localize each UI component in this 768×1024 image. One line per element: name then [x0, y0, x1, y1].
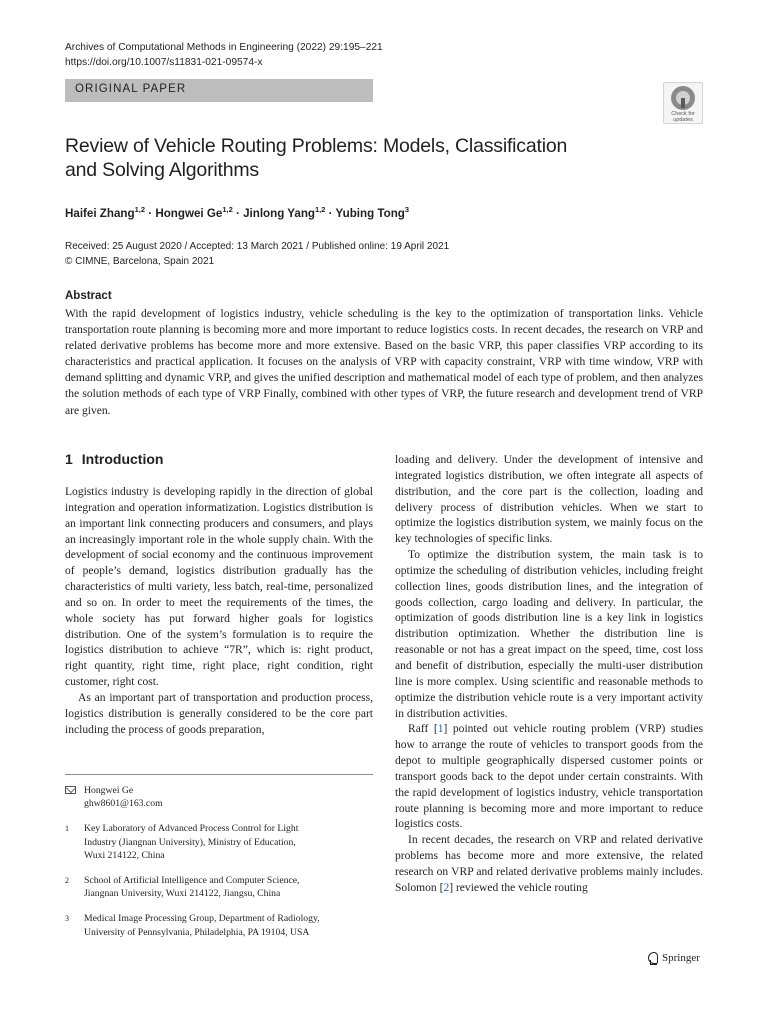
history-dates: Received: 25 August 2020 / Accepted: 13 March 2021 / Published online: 19 April 2021 [65, 241, 450, 252]
corresponding-name: Hongwei Ge [84, 785, 134, 796]
affiliation-3 [65, 912, 373, 938]
affiliation-line: Jiangnan University, Wuxi 214122, Jiangsu, China [84, 888, 281, 900]
author-name[interactable]: Hongwei Ge [155, 206, 223, 220]
affiliation-line: Medical Image Processing Group, Department of Radiology, [84, 913, 320, 925]
text-run: Raff [ [408, 723, 438, 736]
author-separator: · [232, 206, 244, 220]
affiliation-line: Key Laboratory of Advanced Process Control for Light [84, 823, 299, 835]
body-column-right [395, 453, 703, 897]
paragraph: loading and delivery. Under the development of intensive and integrated logistics distribution, we often integrate all aspects of distribution, and the core part is the collection, loading and delivery process of distribution vehicles. When we start to optimize the logistics distribution system, we mainly focus on the key technologies of specific links. [395, 454, 703, 546]
springer-horse-icon [646, 951, 658, 965]
crossmark-line2: updates [673, 117, 693, 123]
corresponding-author [65, 784, 373, 810]
text-run: In recent decades, the research on VRP and related derivative problems has become more and more extensive, the related research on VRP and related derivative problems mainly includes. Solomon [ [395, 834, 703, 894]
crossmark-line1: Check for [671, 111, 695, 117]
affiliation-mark: 1 [65, 824, 69, 834]
journal-header [65, 40, 383, 70]
corresponding-email[interactable]: ghw8601@163.com [84, 798, 163, 810]
section-title: Introduction [81, 451, 164, 467]
abstract-text: With the rapid development of logistics industry, vehicle scheduling is the key to the optimization of transportation links. Vehicle transportation route planning is becoming more and more important to reduce logistics costs. In recent decades, the research on VRP and related derivative problems has become more and more extensive. Based on the basic VRP, this paper classifies VRP according to its characteristics and practical application. It focuses on the analysis of VRP with capacity constraint, VRP with time window, VRP with demand splitting and dynamic VRP, and gives the unified description and mathematical model of each type of problem, and then analyzes the solution methods of each type of VRP Finally, combined with other types of VRP, the future research and development trend of VRP are given. [65, 308, 703, 417]
paragraph [395, 722, 703, 833]
crossmark-icon [671, 86, 695, 110]
author-separator: · [325, 206, 336, 220]
author-affiliation: 1,2 [222, 205, 233, 214]
paragraph: As an important part of transportation and production process, logistics distribution is generally considered to be the core part including the process of goods preparation, [65, 691, 373, 736]
affiliation-line: School of Artificial Intelligence and Computer Science, [84, 875, 300, 887]
citation-link[interactable]: 1 [437, 723, 444, 736]
footnote-divider [65, 774, 373, 775]
footnotes [65, 784, 373, 939]
author-separator: · [145, 206, 156, 220]
publication-dates [65, 240, 449, 269]
publisher-name: Springer [662, 952, 700, 964]
publisher-logo [646, 951, 700, 965]
text-run: ] reviewed the vehicle routing [449, 881, 588, 894]
author-name[interactable]: Yubing Tong [335, 206, 405, 220]
paragraph: Logistics industry is developing rapidly in the direction of global integration and operation informatization. Logistics distribution is an important link connecting producers and consumers, and plays an increasingly important role in the whole supply chain. With the development of social economy and the continuous improvement of people’s demand, logistics distribution gradually has the characteristics of multi variety, less batch, real-time, personalized and so on. In order to meet the requirements of the times, the whole society has put forward higher goals for logistics distribution. One of the system’s formulation is to require the logistics distribution to achieve “7R”, which is: right product, right quantity, right time, right place, right condition, right customer, right cost. [65, 486, 373, 689]
crossmark-badge[interactable] [663, 82, 703, 124]
paragraph: To optimize the distribution system, the main task is to optimize the scheduling of distribution vehicles, including freight collection lines, goods distribution lines, and the integration of goods collection, cargo loading and delivery. In particular, the optimization of goods distribution line is a key link in logistics distribution optimization. Whether the distribution line is reasonable or not has a great impact on the speed, time, cost loss and benefit of distribution, especially the multi-user distribution line is more complex. Using scientific and reasonable methods to optimize the distribution vehicle route is a very important activity in distribution activities. [395, 549, 703, 720]
section-heading [65, 451, 163, 467]
author-name[interactable]: Haifei Zhang [65, 206, 135, 220]
doi-link[interactable]: https://doi.org/10.1007/s11831-021-09574-x [65, 57, 263, 68]
affiliation-mark: 3 [65, 914, 69, 924]
article-title [65, 134, 625, 182]
title-line-2: and Solving Algorithms [65, 159, 259, 181]
affiliation-1 [65, 822, 373, 862]
copyright-line: © CIMNE, Barcelona, Spain 2021 [65, 255, 215, 267]
journal-citation: Archives of Computational Methods in Engineering (2022) 29:195–221 [65, 42, 383, 53]
affiliation-mark: 2 [65, 876, 69, 886]
title-line-1: Review of Vehicle Routing Problems: Models, Classification [65, 135, 568, 157]
abstract-heading: Abstract [65, 290, 112, 302]
paragraph [395, 833, 703, 896]
affiliation-line: Wuxi 214122, China [84, 849, 165, 861]
author-affiliation: 1,2 [134, 205, 146, 214]
article-type-badge: ORIGINAL PAPER [65, 79, 373, 102]
citation-link[interactable]: 2 [443, 881, 450, 894]
body-column-left [65, 485, 373, 739]
affiliation-2 [65, 874, 373, 900]
author-affiliation: 3 [404, 205, 410, 214]
author-list [65, 202, 409, 222]
author-name[interactable]: Jinlong Yang [243, 206, 316, 220]
affiliation-line: University of Pennsylvania, Philadelphia, PA 19104, USA [84, 926, 310, 938]
author-affiliation: 1,2 [315, 205, 326, 214]
section-number: 1 [65, 451, 73, 467]
text-run: ] pointed out vehicle routing problem (VRP) studies how to arrange the route of vehicles to transport goods from the depot to multiple geographically dispersed customer points or transport goods back to the depot under certain constraints. With the rapid development of logistics industry, vehicle transportation route planning is becoming more and more important to reduce logistics costs. [395, 723, 703, 831]
affiliation-line: Industry (Jiangnan University), Ministry of Education, [84, 836, 296, 848]
envelope-icon [65, 786, 76, 794]
